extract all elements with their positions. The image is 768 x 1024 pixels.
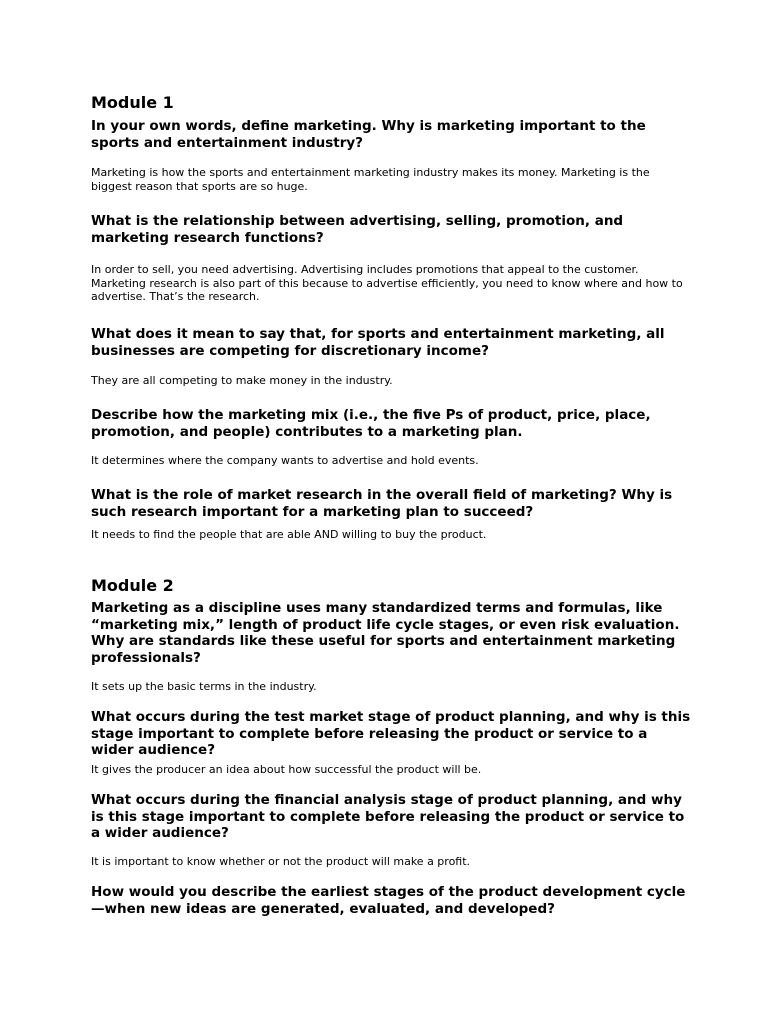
m1-question-5: What is the role of market research in the overall field of marketing? Why is such research important for a marketing plan to succeed? xyxy=(91,487,673,520)
m1-question-1: In your own words, define marketing. Why is marketing important to the sports and entertainment industry? xyxy=(91,118,646,151)
m2-answer-3: It is important to know whether or not the product will make a profit. xyxy=(91,855,471,868)
module-1-heading: Module 1 xyxy=(91,93,174,112)
m2-question-2: What occurs during the test market stage of product planning, and why is this stage important to complete before releasing the product or service to a wider audience? xyxy=(91,709,691,758)
m1-answer-2: In order to sell, you need advertising. Advertising includes promotions that appeal to the customer. Marketing research is also part of this because to advertise efficiently, you need to know where and how to advertise. That’s the research. xyxy=(91,263,683,304)
m1-question-2: What is the relationship between advertising, selling, promotion, and marketing research functions? xyxy=(91,213,624,246)
m2-question-1: Marketing as a discipline uses many standardized terms and formulas, like “marketing mix,” length of product life cycle stages, or even risk evaluation. Why are standards like these useful for sports and entertainment marketing professionals? xyxy=(91,600,680,666)
m2-question-3: What occurs during the financial analysis stage of product planning, and why is this stage important to complete before releasing the product or service to a wider audience? xyxy=(91,792,685,841)
m1-question-4: Describe how the marketing mix (i.e., the five Ps of product, price, place, promotion, and people) contributes to a marketing plan. xyxy=(91,407,651,440)
m1-answer-3: They are all competing to make money in the industry. xyxy=(91,374,393,387)
m1-answer-5: It needs to find the people that are able AND willing to buy the product. xyxy=(91,528,487,541)
m1-question-3: What does it mean to say that, for sports and entertainment marketing, all businesses are competing for discretionary income? xyxy=(91,326,665,359)
m2-answer-2: It gives the producer an idea about how successful the product will be. xyxy=(91,763,482,776)
m2-answer-1: It sets up the basic terms in the industry. xyxy=(91,680,317,693)
m2-question-4: How would you describe the earliest stages of the product development cycle—when new ideas are generated, evaluated, and developed? xyxy=(91,884,686,917)
m1-answer-1: Marketing is how the sports and entertainment marketing industry makes its money. Marketing is the biggest reason that sports are so huge. xyxy=(91,166,650,193)
module-2-heading: Module 2 xyxy=(91,576,174,595)
m1-answer-4: It determines where the company wants to advertise and hold events. xyxy=(91,454,479,467)
